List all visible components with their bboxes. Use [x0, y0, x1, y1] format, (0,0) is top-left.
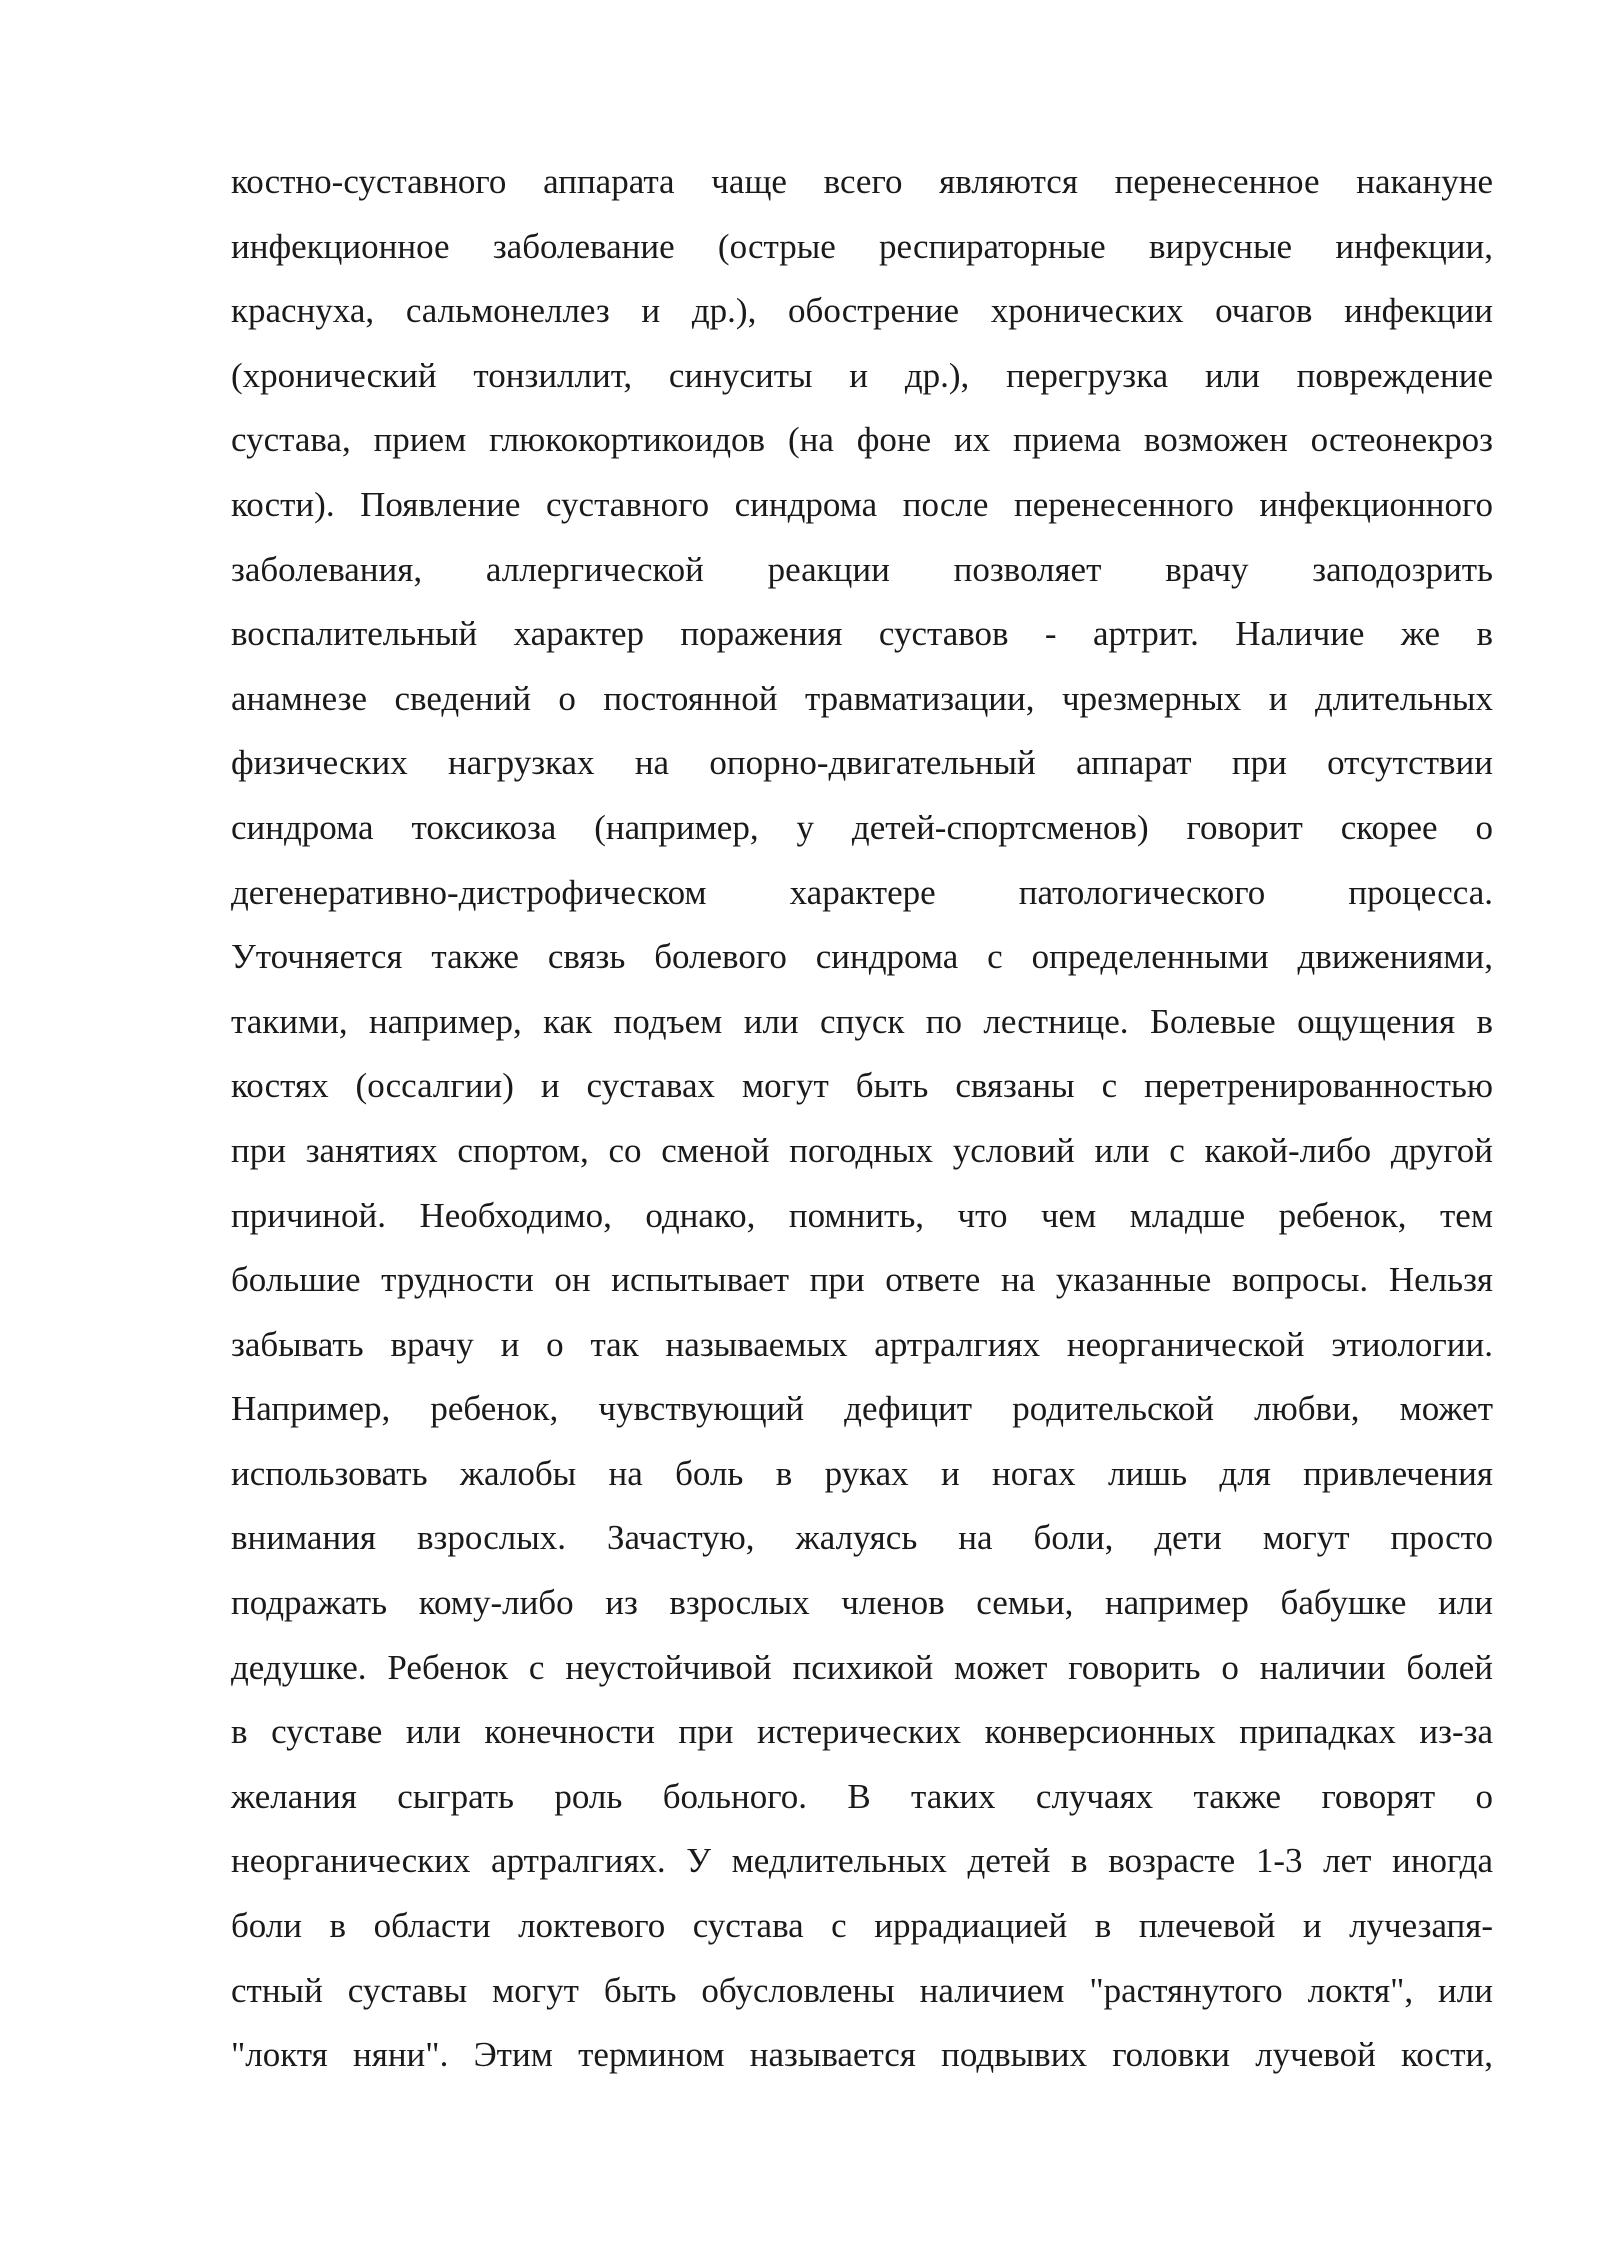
text-line: использовать жалобы на боль в руках и ногах лишь для привлечения [231, 1453, 1493, 1493]
text-line: причиной. Необходимо, однако, помнить, что чем младше ребенок, тем [231, 1195, 1493, 1235]
text-line: краснуха, сальмонеллез и др.), обострение хронических очагов инфекции [231, 291, 1493, 331]
text-line: кости). Появление суставного синдрома после перенесенного инфекционного [231, 484, 1493, 524]
text-line: внимания взрослых. Зачастую, жалуясь на боли, дети могут просто [231, 1518, 1493, 1558]
text-line: дедушке. Ребенок с неустойчивой психикой может говорить о наличии болей [231, 1647, 1493, 1687]
text-line: (хронический тонзиллит, синуситы и др.), перегрузка или повреждение [231, 355, 1493, 395]
text-line: синдрома токсикоза (например, у детей-спортсменов) говорит скорее о [231, 807, 1493, 847]
body-text [231, 150, 1493, 2088]
text-line: инфекционное заболевание (острые респираторные вирусные инфекции, [231, 226, 1493, 266]
text-line: физических нагрузках на опорно-двигательный аппарат при отсутствии [231, 743, 1493, 783]
text-line: такими, например, как подъем или спуск по лестнице. Болевые ощущения в [231, 1001, 1493, 1041]
text-line: костно-суставного аппарата чаще всего являются перенесенное накануне [231, 162, 1493, 201]
text-line: в суставе или конечности при истерических конверсионных припадках из-за [231, 1712, 1493, 1752]
text-line: неорганических артралгиях. У медлительных детей в возрасте 1-3 лет иногда [231, 1841, 1493, 1881]
text-line: "локтя няни". Этим термином называется подвывих головки лучевой кости, [231, 2035, 1493, 2075]
text-line: подражать кому-либо из взрослых членов семьи, например бабушке или [231, 1583, 1493, 1623]
text-line: костях (оссалгии) и суставах могут быть связаны с перетренированностью [231, 1066, 1493, 1106]
text-line: сустава, прием глюкокортикоидов (на фоне их приема возможен остеонекроз [231, 420, 1493, 460]
text-line: желания сыграть роль больного. В таких случаях также говорят о [231, 1776, 1493, 1816]
text-line: дегенеративно-дистрофическом характере патологического процесса. [231, 872, 1493, 912]
text-line: стный суставы могут быть обусловлены наличием "растянутого локтя", или [231, 1970, 1493, 2010]
text-line: боли в области локтевого сустава с иррадиацией в плечевой и лучезапя- [231, 1906, 1493, 1946]
text-line: забывать врачу и о так называемых артралгиях неорганической этиологии. [231, 1324, 1493, 1364]
text-line: большие трудности он испытывает при ответе на указанные вопросы. Нельзя [231, 1260, 1493, 1300]
text-line: при занятиях спортом, со сменой погодных условий или с какой-либо другой [231, 1130, 1493, 1170]
text-line: Уточняется также связь болевого синдрома с определенными движениями, [231, 937, 1493, 977]
text-line: Например, ребенок, чувствующий дефицит родительской любви, может [231, 1389, 1493, 1429]
text-line: заболевания, аллергической реакции позволяет врачу заподозрить [231, 549, 1493, 589]
text-line: воспалительный характер поражения суставов - артрит. Наличие же в [231, 614, 1493, 654]
text-line: анамнезе сведений о постоянной травматизации, чрезмерных и длительных [231, 678, 1493, 718]
